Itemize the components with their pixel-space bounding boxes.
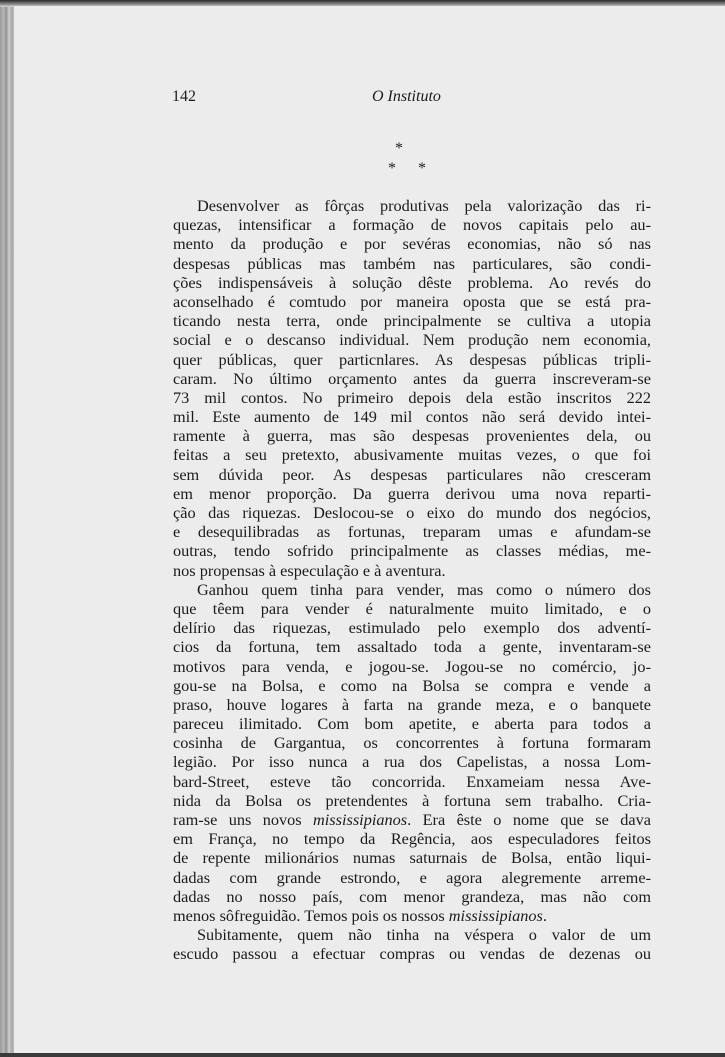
text-segment: ram-se uns novos bbox=[173, 810, 314, 829]
italic-term: mississipianos bbox=[448, 905, 543, 925]
page-bottom-edge bbox=[0, 1053, 725, 1057]
text-line: sem dúvida peor. As despesas particulares não cresceram bbox=[173, 464, 651, 484]
text-segment: . bbox=[542, 905, 547, 925]
asterisk-icon: * bbox=[388, 160, 396, 177]
text-line: outras, tendo sofrido principalmente as classes médias, me- bbox=[173, 541, 651, 561]
text-line: nida da Bolsa os pretendentes à fortuna sem trabalho. Cria- bbox=[173, 790, 651, 810]
text-line: ção das riquezas. Deslocou-se o eixo do mundo dos negócios, bbox=[173, 503, 651, 522]
text-line: mil. Este aumento de 149 mil contos não será devido intei- bbox=[173, 407, 651, 427]
text-line: pareceu ilimitado. Com bom apetite, e aberta para todos a bbox=[173, 714, 651, 734]
text-line: quer públicas, quer particnlares. As despesas públicas tripli- bbox=[173, 349, 651, 369]
text-line: quezas, intensificar a formação de novos capitais pelo au- bbox=[173, 215, 651, 235]
text-line: despesas públicas mas também nas particulares, são condi- bbox=[173, 253, 651, 273]
text-line: Ganhou quem tinha para vender, mas como o número dos bbox=[197, 579, 651, 599]
text-line: gou-se na Bolsa, e como na Bolsa se compra e vende a bbox=[173, 675, 651, 695]
running-head bbox=[172, 88, 652, 112]
text-line: cosinha de Gargantua, os concorrentes à fortuna formaram bbox=[173, 733, 651, 753]
text-line: escudo passou a efectuar compras ou vendas de dezenas ou bbox=[173, 944, 651, 964]
text-line: caram. No último orçamento antes da guerra inscreveram-se bbox=[173, 368, 651, 388]
text-line: ções indispensáveis à solução dêste problema. Ao revés do bbox=[173, 272, 651, 292]
text-line: aconselhado é comtudo por maneira oposta que se está pra- bbox=[173, 291, 651, 311]
text-line: que têem para vender é naturalmente muito limitado, e o bbox=[173, 598, 651, 618]
text-segment: . Era êste o nome que se dava bbox=[407, 810, 651, 829]
text-line: praso, houve logares à farta na grande meza, e o banquete bbox=[173, 694, 651, 714]
text-line: Desenvolver as fôrças produtivas pela valorização das ri- bbox=[197, 196, 651, 215]
text-line-with-italic bbox=[173, 906, 651, 925]
text-line: dadas no nosso país, com menor grandeza, mas não com bbox=[173, 886, 651, 906]
text-line: cios da fortuna, tem assaltado toda a gente, inventaram-se bbox=[173, 637, 651, 657]
text-line: ticando nesta terra, onde principalmente se cultiva a utopia bbox=[173, 311, 651, 331]
text-segment: menos sôfreguidão. Temos pois os nossos bbox=[173, 905, 449, 925]
text-line: delírio das riquezas, estimulado pelo exemplo dos adventí- bbox=[173, 618, 651, 638]
text-line: legião. Por isso nunca a rua dos Capelistas, a nossa Lom- bbox=[173, 752, 651, 772]
journal-title: O Instituto bbox=[372, 88, 441, 105]
text-line: e desequilibradas as fortunas, treparam umas e afundam-se bbox=[173, 522, 651, 542]
text-line: motivos para venda, e jogou-se. Jogou-se no comércio, jo- bbox=[173, 656, 651, 676]
italic-term: mississipianos bbox=[313, 810, 408, 829]
text-line: dadas com grande estrondo, e agora alegremente arreme- bbox=[173, 867, 651, 887]
asterisk-icon: * bbox=[395, 140, 403, 157]
text-line-with-italic bbox=[173, 810, 651, 829]
text-line: mento da produção e por sevéras economias, não só nas bbox=[173, 234, 651, 254]
text-line: em menor proporção. Da guerra derivou uma nova reparti- bbox=[173, 483, 651, 503]
asterisk-icon: * bbox=[418, 160, 426, 177]
body-text bbox=[173, 196, 651, 964]
text-line: bard-Street, esteve tão concorrida. Enxameiam nessa Ave- bbox=[173, 771, 651, 791]
text-line: de repente milionários numas saturnais de Bolsa, então liqui- bbox=[173, 848, 651, 868]
section-separator-asterism bbox=[388, 140, 448, 180]
page-number: 142 bbox=[172, 88, 196, 105]
text-line: ramente à guerra, mas são despesas provenientes dela, ou bbox=[173, 426, 651, 446]
text-line: 73 mil contos. No primeiro depois dela estão inscritos 222 bbox=[173, 387, 651, 407]
text-line: Subitamente, quem não tinha na véspera o valor de um bbox=[197, 925, 651, 945]
text-line: em França, no tempo da Regência, aos especuladores feitos bbox=[173, 829, 651, 849]
text-line: feitas a seu pretexto, abusivamente muitas vezes, o que foi bbox=[173, 445, 651, 465]
text-line: social e o descanso individual. Nem produção nem economia, bbox=[173, 330, 651, 350]
text-line: nos propensas à especulação e à aventura. bbox=[173, 560, 446, 580]
